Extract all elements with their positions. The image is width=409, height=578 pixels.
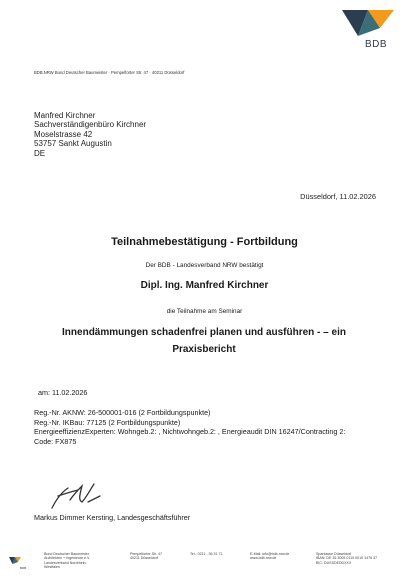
document-title: Teilnahmebestätigung - Fortbildung [111,236,298,248]
registration-energy: EnergieeffizienzExperten: Wohngeb.2: , Nichtwohngeb.2: , Energieaudit DIN 16247/Contracting 2: Code: FX875 [34,427,346,446]
footer-association-line: Landesverband Nordrhein- [44,560,87,565]
registration-aknw: Reg.-Nr. AKNW: 26-500001-016 (2 Fortbildungspunkte) [34,408,211,417]
footer-bank-line: Sparkasse Düsseldorf [316,552,352,556]
signature-image [48,478,104,512]
footer-email[interactable]: E-Mail: info@bdb-nrw.de [250,552,290,556]
footer-phone [190,552,223,556]
bdb-logo-mark-icon [338,6,400,40]
letterhead-footer [0,552,409,578]
seminar-title: Innendämmungen schadenfrei planen und ausführen - – ein Praxisbericht [62,327,346,355]
footer-bank-line: BIC: DUSSDEDDXXX [316,560,352,565]
footer-website[interactable]: www.bdb-nrw.de [250,556,277,561]
footer-association-line: Bund Deutscher Baumeister [44,552,89,556]
confirm-text: Der BDB - Landesverband NRW bestätigt [145,262,264,269]
footer-logo-text: BDB [20,566,27,570]
registration-info [34,408,364,446]
recipient-city: 53757 Sankt Augustin [34,139,112,149]
footer-contact [250,552,289,561]
footer-phone-line: Tel.: 0211 - 36 31 71 [190,552,223,556]
recipient-street: Moselstrasse 42 [34,129,93,139]
footer-association-line: Architekten + Ingenieure e.V. [44,556,91,561]
recipient-address [34,111,146,158]
bdb-logo [338,6,400,54]
footer-address [130,552,162,561]
recipient-country: DE [34,148,46,158]
recipient-office: Sachverständigenbüro Kirchner [34,120,147,130]
footer-bank [316,552,377,565]
footer-association [44,552,90,570]
bdb-logo-text: BDB [365,39,388,50]
footer-bank-line: IBAN: DE 35 3005 0110 0010 1476 37 [316,556,378,561]
document-date: Düsseldorf, 11.02.2026 [300,192,376,201]
participant-name: Dipl. Ing. Manfred Kirchner [140,280,269,291]
footer-address-line: 40211 Düsseldorf [130,556,158,561]
footer-address-line: Pempelforter Str. 47 [130,552,162,556]
footer-association-line: Westfalen [44,565,60,570]
sender-line: BDB.NRW Bund Deutscher Baumeister · Pempelforter Str. 47 · 40211 Düsseldorf [34,70,185,75]
seminar-date: am: 11.02.2026 [38,388,88,397]
registration-ikbau: Reg.-Nr. IKBau: 77125 (2 Fortbildungspunkte) [34,417,181,427]
recipient-name: Manfred Kirchner [34,111,96,120]
signer-name: Markus Dimmer Kersting, Landesgeschäftsführer [34,513,191,522]
participation-text: die Teilnahme am Seminar [166,308,243,315]
